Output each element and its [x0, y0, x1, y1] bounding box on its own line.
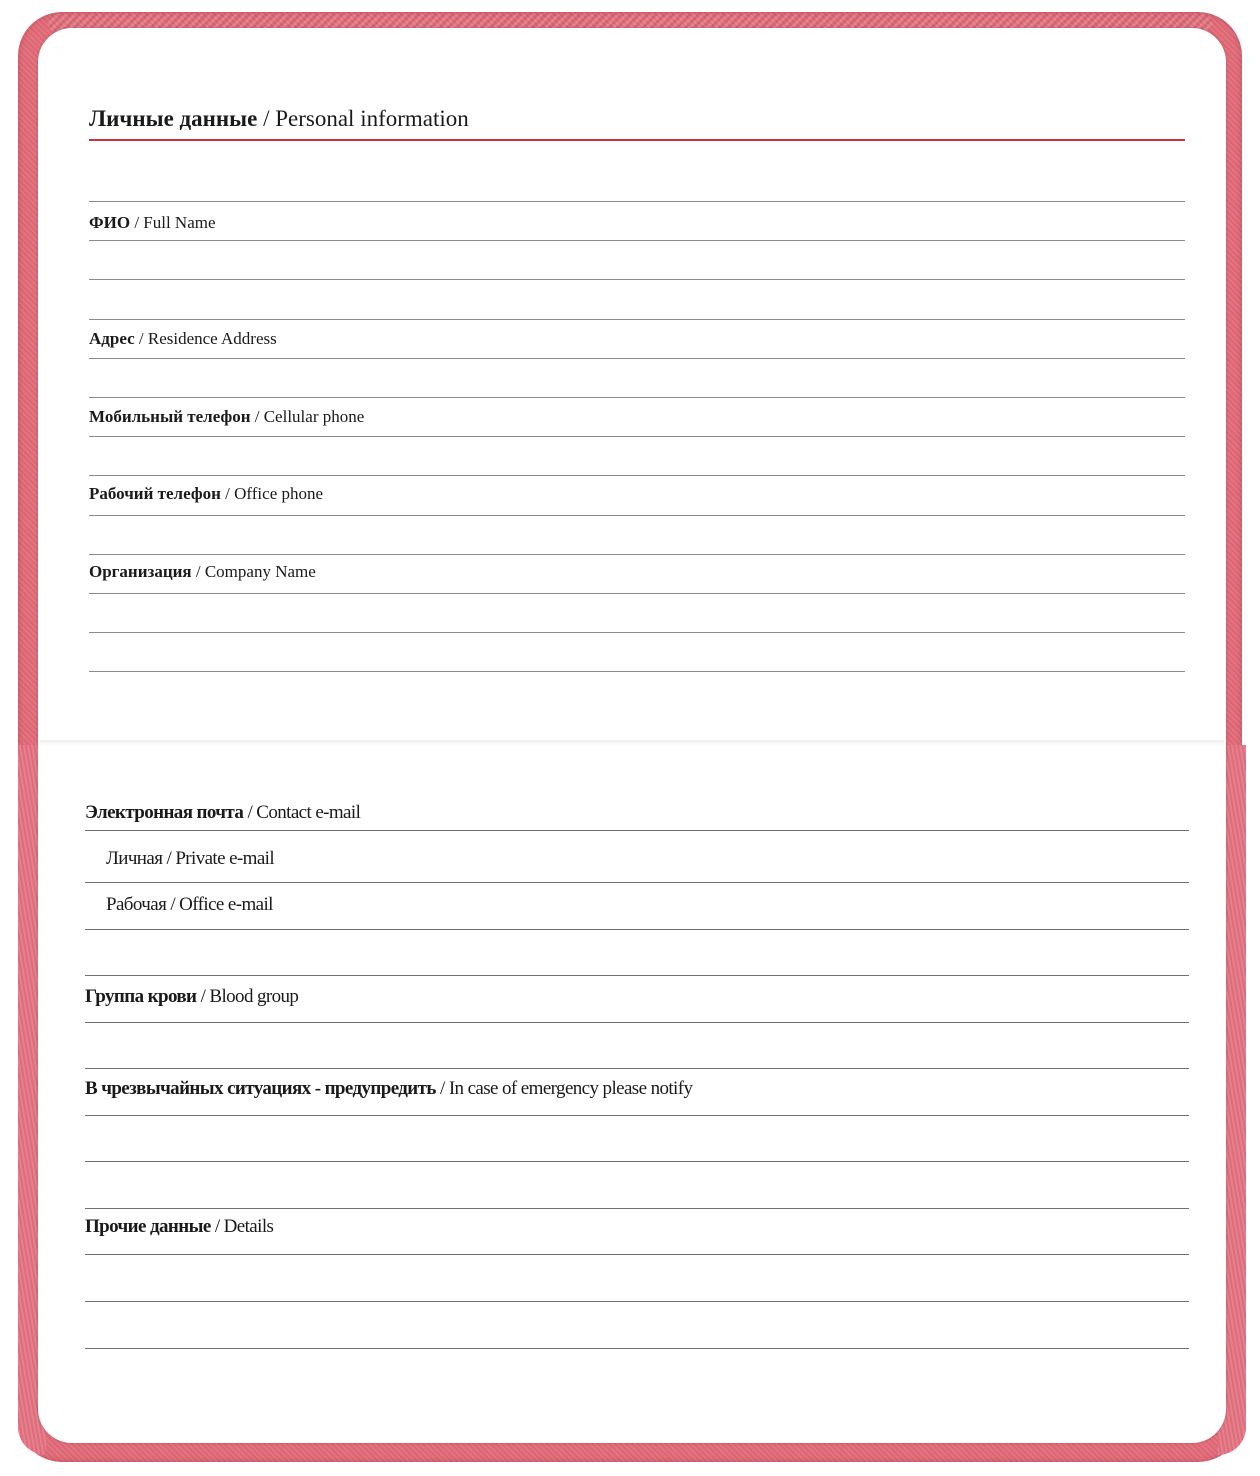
- form-line[interactable]: [89, 201, 1185, 202]
- blood-group-label: Группа крови / Blood group: [85, 986, 299, 1007]
- address-label: Адрес / Residence Address: [89, 329, 277, 348]
- email-label: Электронная почта / Contact e-mail: [85, 802, 361, 823]
- page-title-ru: Личные данные: [89, 106, 258, 131]
- page-title: [89, 104, 469, 134]
- company-label: Организация / Company Name: [89, 562, 316, 581]
- form-line[interactable]: [89, 279, 1185, 280]
- form-line[interactable]: [85, 1301, 1189, 1302]
- details-label: Прочие данные / Details: [85, 1216, 274, 1237]
- office-phone-label: Рабочий телефон / Office phone: [89, 484, 324, 503]
- private-email-label: Личная / Private e-mail: [106, 848, 275, 869]
- details-line[interactable]: [85, 1254, 1189, 1255]
- mobile-phone-line[interactable]: [89, 436, 1185, 437]
- form-line[interactable]: [89, 397, 1185, 398]
- form-line[interactable]: [85, 975, 1189, 976]
- full-name-line[interactable]: [89, 240, 1185, 241]
- form-line[interactable]: [89, 319, 1185, 320]
- form-line[interactable]: [85, 1348, 1189, 1349]
- address-line[interactable]: [89, 358, 1185, 359]
- office-email-label: Рабочая / Office e-mail: [106, 894, 273, 915]
- form-line[interactable]: [89, 632, 1185, 633]
- office-email-line[interactable]: [85, 929, 1189, 930]
- page-fold-shadow: [40, 740, 1224, 746]
- mobile-phone-label: Мобильный телефон / Cellular phone: [89, 407, 365, 426]
- form-line[interactable]: [89, 475, 1185, 476]
- form-line[interactable]: [85, 1161, 1189, 1162]
- emergency-line[interactable]: [85, 1115, 1189, 1116]
- title-underline: [89, 139, 1185, 141]
- email-line[interactable]: [85, 830, 1189, 831]
- form-line[interactable]: [85, 1208, 1189, 1209]
- form-line[interactable]: [85, 1068, 1189, 1069]
- form-line[interactable]: [89, 554, 1185, 555]
- form-line[interactable]: [89, 671, 1185, 672]
- blood-group-line[interactable]: [85, 1022, 1189, 1023]
- private-email-line[interactable]: [85, 882, 1189, 883]
- office-phone-line[interactable]: [89, 515, 1185, 516]
- emergency-label: В чрезвычайных ситуациях - предупредить / In case of emergency please notify: [85, 1078, 693, 1099]
- company-line[interactable]: [89, 593, 1185, 594]
- page-title-en: / Personal information: [263, 106, 469, 131]
- full-name-label: ФИО / Full Name: [89, 213, 216, 232]
